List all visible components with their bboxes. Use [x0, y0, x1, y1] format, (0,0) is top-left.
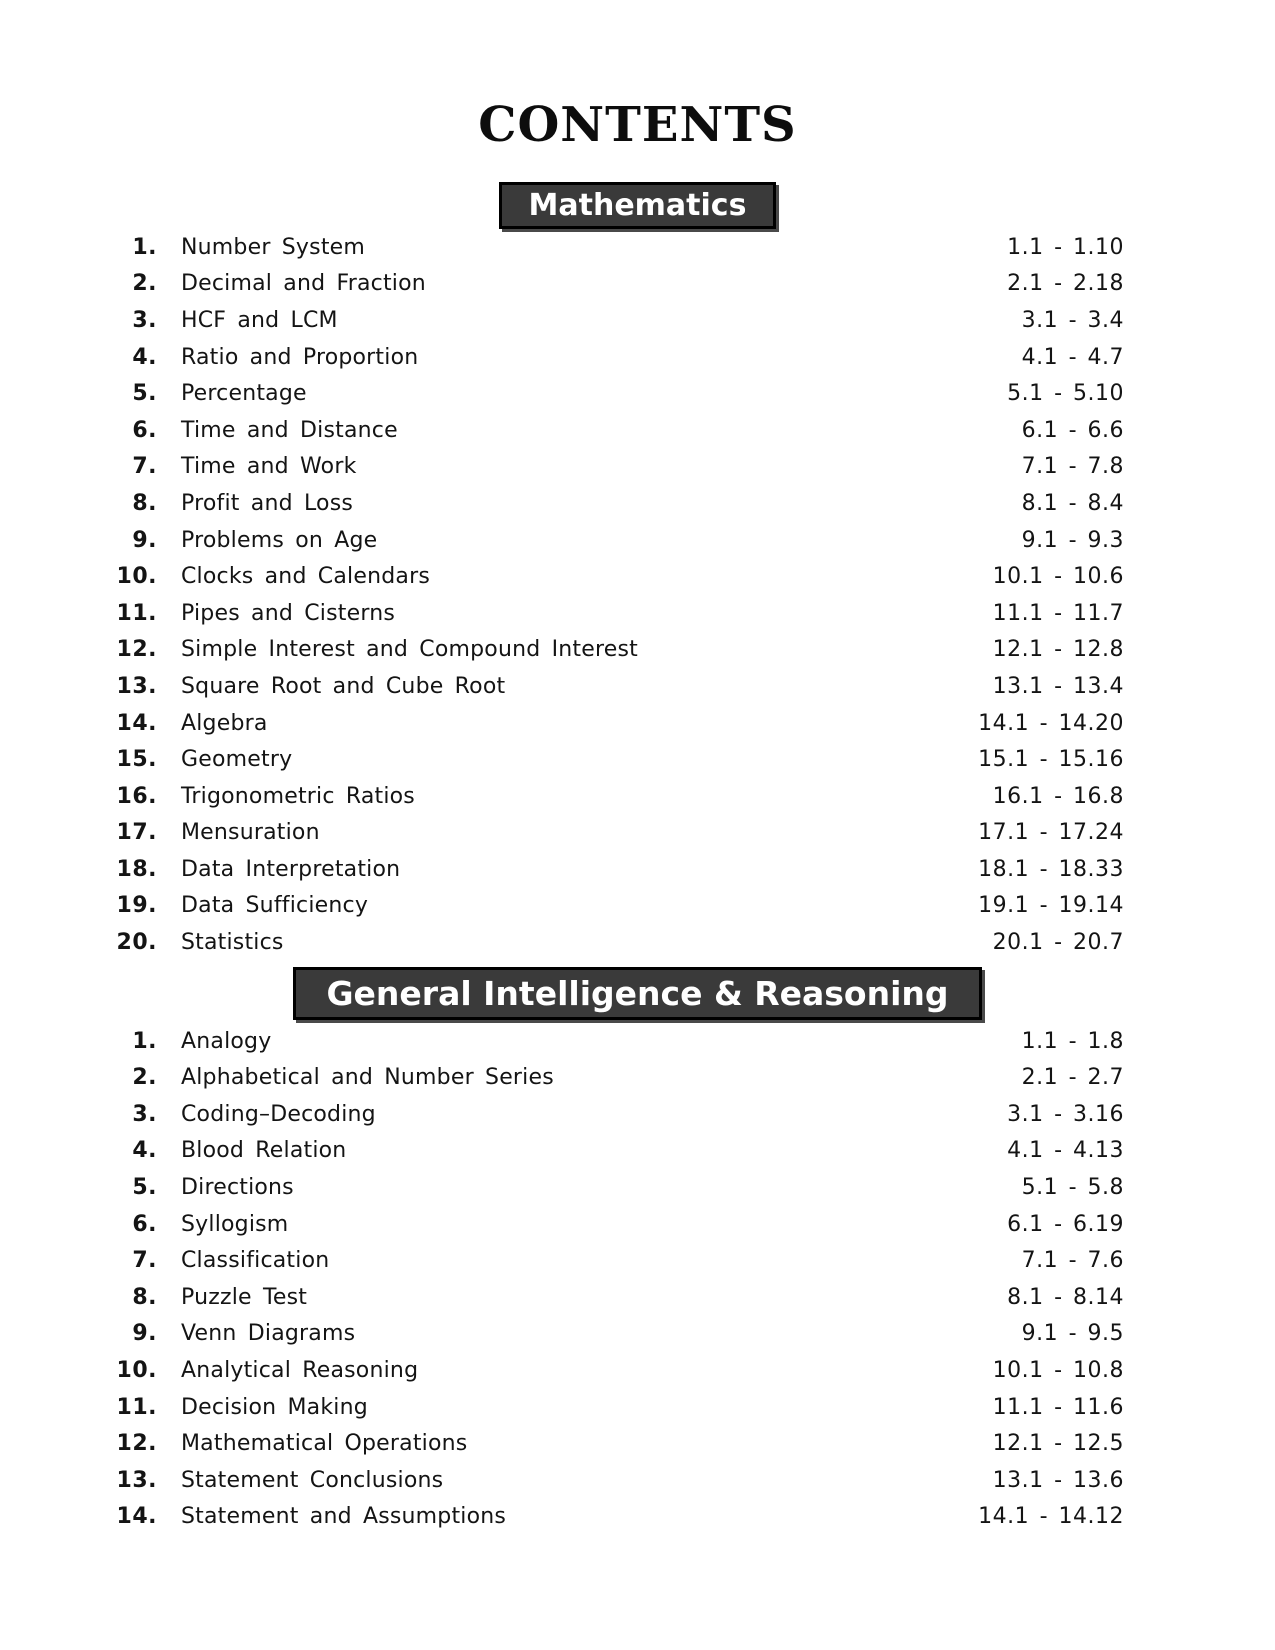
toc-row: [112, 668, 1124, 705]
toc-row: [112, 266, 1124, 303]
item-pages: 15.1 - 15.16: [978, 747, 1124, 773]
item-pages: 4.1 - 4.7: [1021, 344, 1124, 370]
toc-row: [112, 1316, 1124, 1353]
item-pages: 12.1 - 12.5: [992, 1431, 1124, 1457]
item-pages: 7.1 - 7.8: [1021, 454, 1124, 480]
item-pages: 2.1 - 2.7: [1021, 1065, 1124, 1091]
item-number: 8.: [132, 1284, 157, 1310]
item-pages: 1.1 - 1.10: [1007, 234, 1124, 260]
toc-row: [112, 1242, 1124, 1279]
item-number: 13.: [116, 1467, 157, 1493]
toc-row: [112, 375, 1124, 412]
item-pages: 3.1 - 3.16: [1007, 1101, 1124, 1127]
toc-row: [112, 851, 1124, 888]
item-number: 10.: [116, 564, 157, 590]
item-title: Syllogism: [181, 1211, 289, 1237]
item-pages: 11.1 - 11.6: [992, 1394, 1124, 1420]
item-pages: 4.1 - 4.13: [1007, 1138, 1124, 1164]
item-pages: 19.1 - 19.14: [978, 893, 1124, 919]
page-title: CONTENTS: [478, 97, 797, 153]
item-number: 7.: [132, 454, 157, 480]
item-number: 1.: [132, 1028, 157, 1054]
item-pages: 2.1 - 2.18: [1007, 271, 1124, 297]
item-pages: 8.1 - 8.4: [1021, 490, 1124, 516]
toc-row: [112, 558, 1124, 595]
toc-row: [112, 412, 1124, 449]
item-title: Time and Distance: [181, 417, 398, 443]
item-pages: 6.1 - 6.6: [1021, 417, 1124, 443]
toc-row: [112, 1023, 1124, 1060]
toc-list-reasoning: [112, 1023, 1124, 1535]
item-title: Time and Work: [181, 454, 357, 480]
toc-row: [112, 778, 1124, 815]
item-number: 6.: [132, 417, 157, 443]
item-title: Algebra: [181, 710, 268, 736]
item-pages: 9.1 - 9.3: [1021, 527, 1124, 553]
item-title: HCF and LCM: [181, 307, 338, 333]
item-title: Venn Diagrams: [181, 1321, 356, 1347]
item-number: 17.: [116, 820, 157, 846]
item-number: 18.: [116, 856, 157, 882]
toc-row: [112, 705, 1124, 742]
item-number: 12.: [116, 1431, 157, 1457]
item-title: Percentage: [181, 381, 307, 407]
item-pages: 11.1 - 11.7: [992, 600, 1124, 626]
item-title: Statistics: [181, 930, 284, 956]
item-number: 20.: [116, 930, 157, 956]
toc-row: [112, 1206, 1124, 1243]
item-pages: 20.1 - 20.7: [992, 930, 1124, 956]
item-pages: 16.1 - 16.8: [992, 783, 1124, 809]
item-number: 3.: [132, 1101, 157, 1127]
item-number: 5.: [132, 1175, 157, 1201]
toc-row: [112, 815, 1124, 852]
item-title: Classification: [181, 1248, 330, 1274]
item-title: Analogy: [181, 1028, 272, 1054]
item-title: Geometry: [181, 747, 293, 773]
item-pages: 8.1 - 8.14: [1007, 1284, 1124, 1310]
item-title: Directions: [181, 1175, 294, 1201]
item-title: Mathematical Operations: [181, 1431, 468, 1457]
item-title: Statement and Assumptions: [181, 1504, 507, 1530]
item-title: Statement Conclusions: [181, 1467, 444, 1493]
item-pages: 5.1 - 5.10: [1007, 381, 1124, 407]
item-pages: 10.1 - 10.8: [992, 1358, 1124, 1384]
toc-row: [112, 1425, 1124, 1462]
toc-list-mathematics: [112, 229, 1124, 961]
item-number: 1.: [132, 234, 157, 260]
section-heading-mathematics: Mathematics: [499, 182, 777, 229]
item-title: Analytical Reasoning: [181, 1358, 419, 1384]
item-number: 13.: [116, 673, 157, 699]
toc-row: [112, 1279, 1124, 1316]
item-title: Problems on Age: [181, 527, 378, 553]
item-title: Number System: [181, 234, 366, 260]
item-number: 16.: [116, 783, 157, 809]
item-title: Clocks and Calendars: [181, 564, 430, 590]
item-pages: 17.1 - 17.24: [978, 820, 1124, 846]
item-number: 11.: [116, 600, 157, 626]
item-title: Mensuration: [181, 820, 320, 846]
item-title: Blood Relation: [181, 1138, 347, 1164]
item-pages: 14.1 - 14.12: [978, 1504, 1124, 1530]
item-title: Decision Making: [181, 1394, 368, 1420]
item-title: Trigonometric Ratios: [181, 783, 415, 809]
item-number: 7.: [132, 1248, 157, 1274]
section-header-wrap-mathematics: [0, 182, 1275, 229]
toc-row: [112, 1389, 1124, 1426]
toc-row: [112, 1499, 1124, 1536]
section-header-wrap-reasoning: [0, 967, 1275, 1020]
item-pages: 1.1 - 1.8: [1021, 1028, 1124, 1054]
item-number: 6.: [132, 1211, 157, 1237]
item-number: 2.: [132, 271, 157, 297]
item-pages: 10.1 - 10.6: [992, 564, 1124, 590]
toc-row: [112, 741, 1124, 778]
item-pages: 13.1 - 13.6: [992, 1467, 1124, 1493]
item-title: Pipes and Cisterns: [181, 600, 395, 626]
item-pages: 3.1 - 3.4: [1021, 307, 1124, 333]
section-heading-reasoning: General Intelligence & Reasoning: [293, 967, 981, 1020]
item-pages: 7.1 - 7.6: [1021, 1248, 1124, 1274]
item-title: Simple Interest and Compound Interest: [181, 637, 638, 663]
toc-row: [112, 1059, 1124, 1096]
item-title: Decimal and Fraction: [181, 271, 426, 297]
item-pages: 13.1 - 13.4: [992, 673, 1124, 699]
toc-row: [112, 229, 1124, 266]
item-title: Alphabetical and Number Series: [181, 1065, 554, 1091]
toc-row: [112, 888, 1124, 925]
item-title: Data Sufficiency: [181, 893, 369, 919]
item-number: 11.: [116, 1394, 157, 1420]
toc-row: [112, 924, 1124, 961]
toc-row: [112, 1096, 1124, 1133]
item-number: 19.: [116, 893, 157, 919]
item-pages: 6.1 - 6.19: [1007, 1211, 1124, 1237]
item-number: 2.: [132, 1065, 157, 1091]
toc-row: [112, 1462, 1124, 1499]
item-number: 14.: [116, 1504, 157, 1530]
item-number: 4.: [132, 1138, 157, 1164]
toc-row: [112, 595, 1124, 632]
toc-row: [112, 449, 1124, 486]
item-title: Data Interpretation: [181, 856, 401, 882]
item-pages: 18.1 - 18.33: [978, 856, 1124, 882]
item-pages: 5.1 - 5.8: [1021, 1175, 1124, 1201]
item-number: 8.: [132, 490, 157, 516]
item-number: 15.: [116, 747, 157, 773]
item-title: Puzzle Test: [181, 1284, 308, 1310]
item-pages: 14.1 - 14.20: [978, 710, 1124, 736]
toc-row: [112, 1133, 1124, 1170]
toc-row: [112, 339, 1124, 376]
item-number: 12.: [116, 637, 157, 663]
item-number: 14.: [116, 710, 157, 736]
toc-row: [112, 485, 1124, 522]
item-number: 3.: [132, 307, 157, 333]
item-number: 5.: [132, 381, 157, 407]
toc-row: [112, 1352, 1124, 1389]
item-number: 10.: [116, 1358, 157, 1384]
toc-row: [112, 522, 1124, 559]
item-pages: 9.1 - 9.5: [1021, 1321, 1124, 1347]
toc-row: [112, 302, 1124, 339]
toc-row: [112, 632, 1124, 669]
item-title: Ratio and Proportion: [181, 344, 419, 370]
item-title: Profit and Loss: [181, 490, 354, 516]
item-number: 4.: [132, 344, 157, 370]
item-pages: 12.1 - 12.8: [992, 637, 1124, 663]
toc-row: [112, 1169, 1124, 1206]
item-number: 9.: [132, 527, 157, 553]
item-title: Coding–Decoding: [181, 1101, 376, 1127]
item-title: Square Root and Cube Root: [181, 673, 506, 699]
item-number: 9.: [132, 1321, 157, 1347]
